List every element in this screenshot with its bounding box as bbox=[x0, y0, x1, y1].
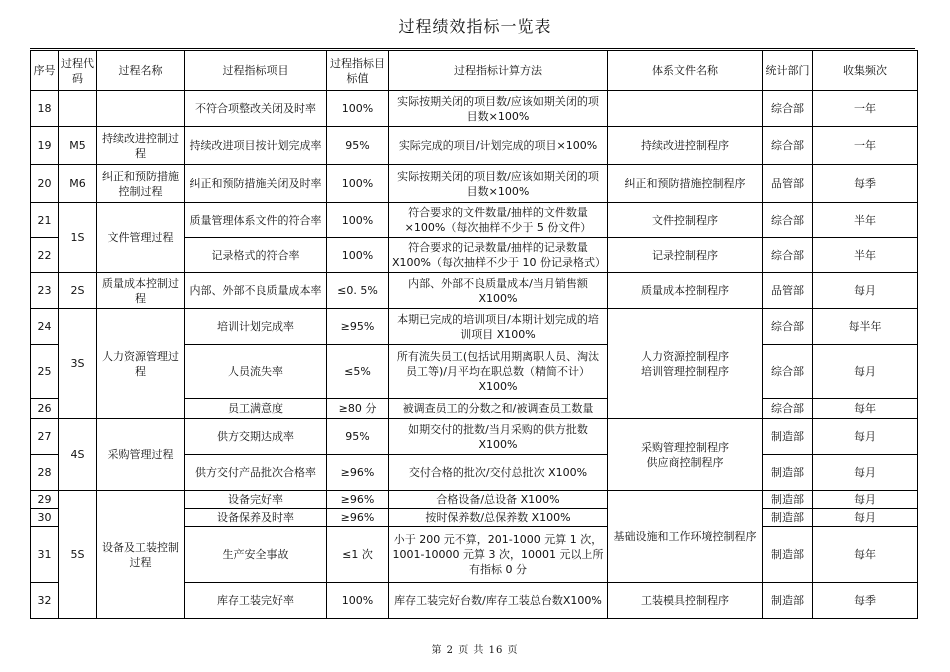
cell-frequency: 每月 bbox=[813, 273, 918, 309]
cell-frequency: 每年 bbox=[813, 527, 918, 583]
cell-stat-dept: 综合部 bbox=[763, 345, 813, 399]
table-row bbox=[31, 203, 918, 238]
table-row bbox=[31, 127, 918, 165]
cell-system-docs: 质量成本控制程序 bbox=[608, 273, 763, 309]
header-calc-method: 过程指标计算方法 bbox=[389, 51, 608, 91]
table-row bbox=[31, 491, 918, 509]
header-code: 过程代码 bbox=[59, 51, 97, 91]
cell-indicator-item: 内部、外部不良质量成本率 bbox=[185, 273, 327, 309]
cell-stat-dept: 综合部 bbox=[763, 309, 813, 345]
cell-calc-method: 实际按期关闭的项目数/应该如期关闭的项目数×100% bbox=[389, 91, 608, 127]
header-stat-dept: 统计部门 bbox=[763, 51, 813, 91]
cell-calc-method: 交付合格的批次/交付总批次 X100% bbox=[389, 455, 608, 491]
cell-code bbox=[59, 91, 97, 127]
cell-calc-method: 按时保养数/总保养数 X100% bbox=[389, 509, 608, 527]
cell-indicator-item: 供方交付产品批次合格率 bbox=[185, 455, 327, 491]
cell-target-value: 100% bbox=[327, 238, 389, 273]
cell-calc-method: 小于 200 元不算，201-1000 元算 1 次，1001-10000 元算 3 次，10001 元以上所有指标 0 分 bbox=[389, 527, 608, 583]
cell-target-value: 100% bbox=[327, 203, 389, 238]
cell-seq: 24 bbox=[31, 309, 59, 345]
header-process-name: 过程名称 bbox=[97, 51, 185, 91]
cell-stat-dept: 品管部 bbox=[763, 273, 813, 309]
cell-stat-dept: 制造部 bbox=[763, 455, 813, 491]
cell-seq: 19 bbox=[31, 127, 59, 165]
cell-system-docs: 持续改进控制程序 bbox=[608, 127, 763, 165]
cell-indicator-item: 供方交期达成率 bbox=[185, 419, 327, 455]
cell-indicator-item: 人员流失率 bbox=[185, 345, 327, 399]
cell-stat-dept: 制造部 bbox=[763, 419, 813, 455]
cell-target-value: 100% bbox=[327, 91, 389, 127]
cell-seq: 20 bbox=[31, 165, 59, 203]
cell-target-value: ≥96% bbox=[327, 455, 389, 491]
cell-code: 2S bbox=[59, 273, 97, 309]
cell-process-name bbox=[97, 91, 185, 127]
cell-frequency: 每季 bbox=[813, 165, 918, 203]
header-system-docs: 体系文件名称 bbox=[608, 51, 763, 91]
cell-frequency: 每月 bbox=[813, 509, 918, 527]
cell-process-name: 质量成本控制过程 bbox=[97, 273, 185, 309]
cell-system-docs: 基础设施和工作环境控制程序 bbox=[608, 491, 763, 583]
cell-calc-method: 实际按期关闭的项目数/应该如期关闭的项目数×100% bbox=[389, 165, 608, 203]
cell-stat-dept: 综合部 bbox=[763, 399, 813, 419]
cell-system-docs: 文件控制程序 bbox=[608, 203, 763, 238]
cell-code: 4S bbox=[59, 419, 97, 491]
cell-calc-method: 如期交付的批数/当月采购的供方批数X100% bbox=[389, 419, 608, 455]
header-seq: 序号 bbox=[31, 51, 59, 91]
cell-process-name: 持续改进控制过程 bbox=[97, 127, 185, 165]
cell-indicator-item: 质量管理体系文件的符合率 bbox=[185, 203, 327, 238]
cell-process-name: 人力资源管理过程 bbox=[97, 309, 185, 419]
table-row bbox=[31, 273, 918, 309]
header-indicator-item: 过程指标项目 bbox=[185, 51, 327, 91]
cell-seq: 25 bbox=[31, 345, 59, 399]
cell-stat-dept: 综合部 bbox=[763, 91, 813, 127]
cell-calc-method: 实际完成的项目/计划完成的项目×100% bbox=[389, 127, 608, 165]
cell-system-docs: 工装模具控制程序 bbox=[608, 583, 763, 619]
table-row bbox=[31, 91, 918, 127]
cell-seq: 27 bbox=[31, 419, 59, 455]
cell-frequency: 每月 bbox=[813, 455, 918, 491]
cell-target-value: 95% bbox=[327, 419, 389, 455]
cell-stat-dept: 综合部 bbox=[763, 127, 813, 165]
page-title: 过程绩效指标一览表 bbox=[398, 17, 552, 36]
cell-frequency: 一年 bbox=[813, 127, 918, 165]
cell-seq: 29 bbox=[31, 491, 59, 509]
cell-seq: 22 bbox=[31, 238, 59, 273]
cell-target-value: ≥96% bbox=[327, 491, 389, 509]
cell-calc-method: 符合要求的文件数量/抽样的文件数量×100%（每次抽样不少于 5 份文件） bbox=[389, 203, 608, 238]
cell-calc-method: 库存工装完好台数/库存工装总台数X100% bbox=[389, 583, 608, 619]
cell-target-value: 100% bbox=[327, 165, 389, 203]
cell-indicator-item: 库存工装完好率 bbox=[185, 583, 327, 619]
cell-indicator-item: 员工满意度 bbox=[185, 399, 327, 419]
cell-calc-method: 被调查员工的分数之和/被调查员工数量 bbox=[389, 399, 608, 419]
cell-code: M5 bbox=[59, 127, 97, 165]
cell-target-value: 100% bbox=[327, 583, 389, 619]
cell-code: 5S bbox=[59, 491, 97, 619]
cell-calc-method: 所有流失员工(包括试用期离职人员、淘汰员工等)/月平均在职总数（精简不计）X100% bbox=[389, 345, 608, 399]
cell-target-value: ≤1 次 bbox=[327, 527, 389, 583]
cell-system-docs: 记录控制程序 bbox=[608, 238, 763, 273]
cell-frequency: 每月 bbox=[813, 419, 918, 455]
page-footer: 第 2 页 共 16 页 bbox=[431, 645, 519, 656]
cell-target-value: ≤5% bbox=[327, 345, 389, 399]
table-row bbox=[31, 165, 918, 203]
cell-stat-dept: 综合部 bbox=[763, 203, 813, 238]
cell-seq: 21 bbox=[31, 203, 59, 238]
cell-process-name: 采购管理过程 bbox=[97, 419, 185, 491]
cell-indicator-item: 设备完好率 bbox=[185, 491, 327, 509]
cell-calc-method: 合格设备/总设备 X100% bbox=[389, 491, 608, 509]
cell-process-name: 纠正和预防措施控制过程 bbox=[97, 165, 185, 203]
cell-calc-method: 内部、外部不良质量成本/当月销售额X100% bbox=[389, 273, 608, 309]
cell-target-value: ≥96% bbox=[327, 509, 389, 527]
cell-indicator-item: 纠正和预防措施关闭及时率 bbox=[185, 165, 327, 203]
cell-stat-dept: 制造部 bbox=[763, 527, 813, 583]
cell-target-value: ≥95% bbox=[327, 309, 389, 345]
kpi-table bbox=[30, 50, 918, 619]
cell-stat-dept: 品管部 bbox=[763, 165, 813, 203]
header-frequency: 收集频次 bbox=[813, 51, 918, 91]
cell-seq: 31 bbox=[31, 527, 59, 583]
cell-stat-dept: 制造部 bbox=[763, 491, 813, 509]
cell-frequency: 半年 bbox=[813, 238, 918, 273]
cell-frequency: 每年 bbox=[813, 399, 918, 419]
cell-target-value: ≥80 分 bbox=[327, 399, 389, 419]
cell-indicator-item: 设备保养及时率 bbox=[185, 509, 327, 527]
cell-code: 1S bbox=[59, 203, 97, 273]
cell-code: M6 bbox=[59, 165, 97, 203]
cell-seq: 23 bbox=[31, 273, 59, 309]
cell-indicator-item: 生产安全事故 bbox=[185, 527, 327, 583]
cell-stat-dept: 制造部 bbox=[763, 509, 813, 527]
cell-calc-method: 符合要求的记录数量/抽样的记录数量X100%（每次抽样不少于 10 份记录格式） bbox=[389, 238, 608, 273]
cell-target-value: 95% bbox=[327, 127, 389, 165]
cell-system-docs bbox=[608, 91, 763, 127]
header-row bbox=[31, 51, 918, 91]
cell-frequency: 每月 bbox=[813, 491, 918, 509]
cell-process-name: 设备及工装控制过程 bbox=[97, 491, 185, 619]
cell-target-value: ≤0. 5% bbox=[327, 273, 389, 309]
cell-frequency: 每月 bbox=[813, 345, 918, 399]
cell-indicator-item: 培训计划完成率 bbox=[185, 309, 327, 345]
cell-stat-dept: 制造部 bbox=[763, 583, 813, 619]
cell-system-docs: 人力资源控制程序 培训管理控制程序 bbox=[608, 309, 763, 419]
cell-frequency: 每半年 bbox=[813, 309, 918, 345]
cell-indicator-item: 不符合项整改关闭及时率 bbox=[185, 91, 327, 127]
table-row bbox=[31, 419, 918, 455]
cell-frequency: 半年 bbox=[813, 203, 918, 238]
cell-frequency: 一年 bbox=[813, 91, 918, 127]
title-rule bbox=[30, 48, 915, 49]
cell-seq: 26 bbox=[31, 399, 59, 419]
cell-seq: 28 bbox=[31, 455, 59, 491]
cell-indicator-item: 记录格式的符合率 bbox=[185, 238, 327, 273]
cell-seq: 18 bbox=[31, 91, 59, 127]
cell-code: 3S bbox=[59, 309, 97, 419]
cell-system-docs: 纠正和预防措施控制程序 bbox=[608, 165, 763, 203]
cell-seq: 30 bbox=[31, 509, 59, 527]
cell-system-docs: 采购管理控制程序 供应商控制程序 bbox=[608, 419, 763, 491]
cell-process-name: 文件管理过程 bbox=[97, 203, 185, 273]
table-row bbox=[31, 309, 918, 345]
cell-calc-method: 本期已完成的培训项目/本期计划完成的培训项目 X100% bbox=[389, 309, 608, 345]
cell-indicator-item: 持续改进项目按计划完成率 bbox=[185, 127, 327, 165]
cell-stat-dept: 综合部 bbox=[763, 238, 813, 273]
cell-seq: 32 bbox=[31, 583, 59, 619]
cell-frequency: 每季 bbox=[813, 583, 918, 619]
header-target-value: 过程指标目标值 bbox=[327, 51, 389, 91]
